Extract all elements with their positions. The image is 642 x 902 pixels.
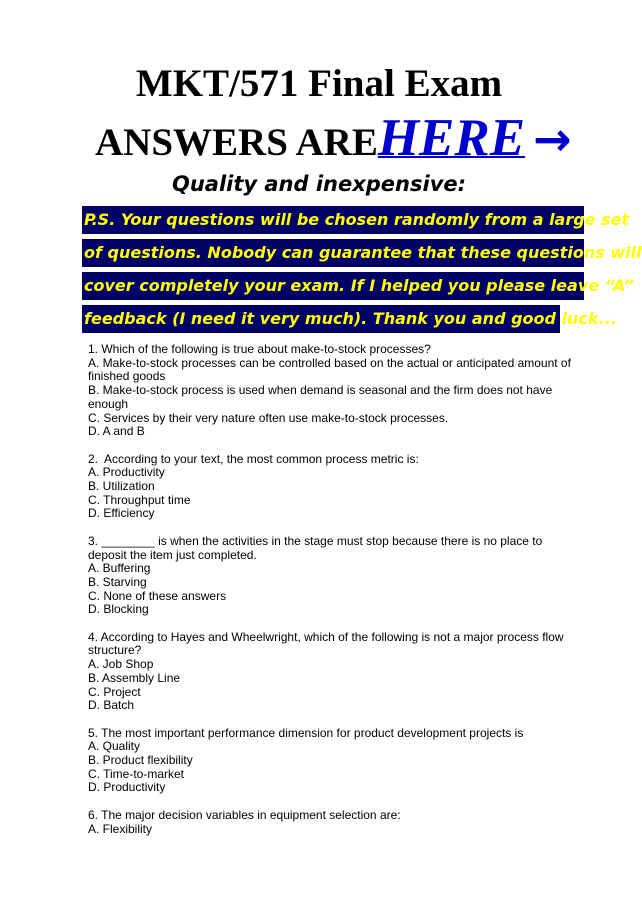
answer-option: A. Make-to-stock processes can be controlled based on the actual or anticipated amount of finished goods [88,355,571,384]
question-5 [88,727,578,796]
question-text: 5. The most important performance dimension for product development projects is [88,725,524,740]
notice-line: feedback (I need it very much). Thank you and good luck... [82,305,560,333]
answer-option: A. Flexibility [88,821,153,836]
question-text: 4. According to Hayes and Wheelwright, which of the following is not a major process flow structure? [88,629,564,658]
notice-line: P.S. Your questions will be chosen randomly from a large set [82,206,584,234]
answers-heading [95,108,572,168]
question-3 [88,535,578,617]
question-list [88,343,578,850]
answer-option: A. Productivity [88,465,165,480]
question-text: 3. ________ is when the activities in the stage must stop because there is no place to deposit the item just completed. [88,533,543,562]
notice-line: cover completely your exam. If I helped you please leave “A” [82,272,584,300]
answer-option: C. Throughput time [88,492,191,507]
question-text: 1. Which of the following is true about make-to-stock processes? [88,342,431,356]
answer-option: D. Productivity [88,780,166,795]
answer-option: C. Project [88,684,141,699]
answer-option: A. Job Shop [88,657,154,672]
question-4 [88,631,578,713]
question-text: 6. The major decision variables in equipment selection are: [88,807,401,822]
notice-line: of questions. Nobody can guarantee that these questions will [82,239,584,267]
right-arrow-icon: → [533,112,572,166]
exam-title: MKT/571 Final Exam [135,62,503,105]
question-2 [88,453,578,522]
answers-label: ANSWERS ARE [95,121,378,164]
question-text: 2. According to your text, the most common process metric is: [88,451,419,466]
answer-option: A. Quality [88,739,141,754]
answer-option: D. Batch [88,698,135,713]
answer-option: B. Starving [88,574,147,589]
answer-option: A. Buffering [88,561,151,576]
question-6 [88,809,578,836]
here-link[interactable]: HERE [377,109,526,167]
answer-option: B. Make-to-stock process is used when demand is seasonal and the firm does not have enough [88,383,553,411]
tagline: Quality and inexpensive: [171,172,467,196]
notice-block [82,206,642,338]
answer-option: B. Utilization [88,479,155,494]
answer-option: B. Assembly Line [88,670,181,685]
answer-option: D. A and B [88,424,145,439]
answer-option: D. Efficiency [88,506,155,521]
answer-option: C. None of these answers [88,588,227,603]
answer-option: C. Services by their very nature often use make-to-stock processes. [88,410,449,425]
answer-option: C. Time-to-market [88,766,185,781]
question-1 [88,343,578,439]
answer-option: D. Blocking [88,602,149,617]
answer-option: B. Product flexibility [88,753,193,768]
